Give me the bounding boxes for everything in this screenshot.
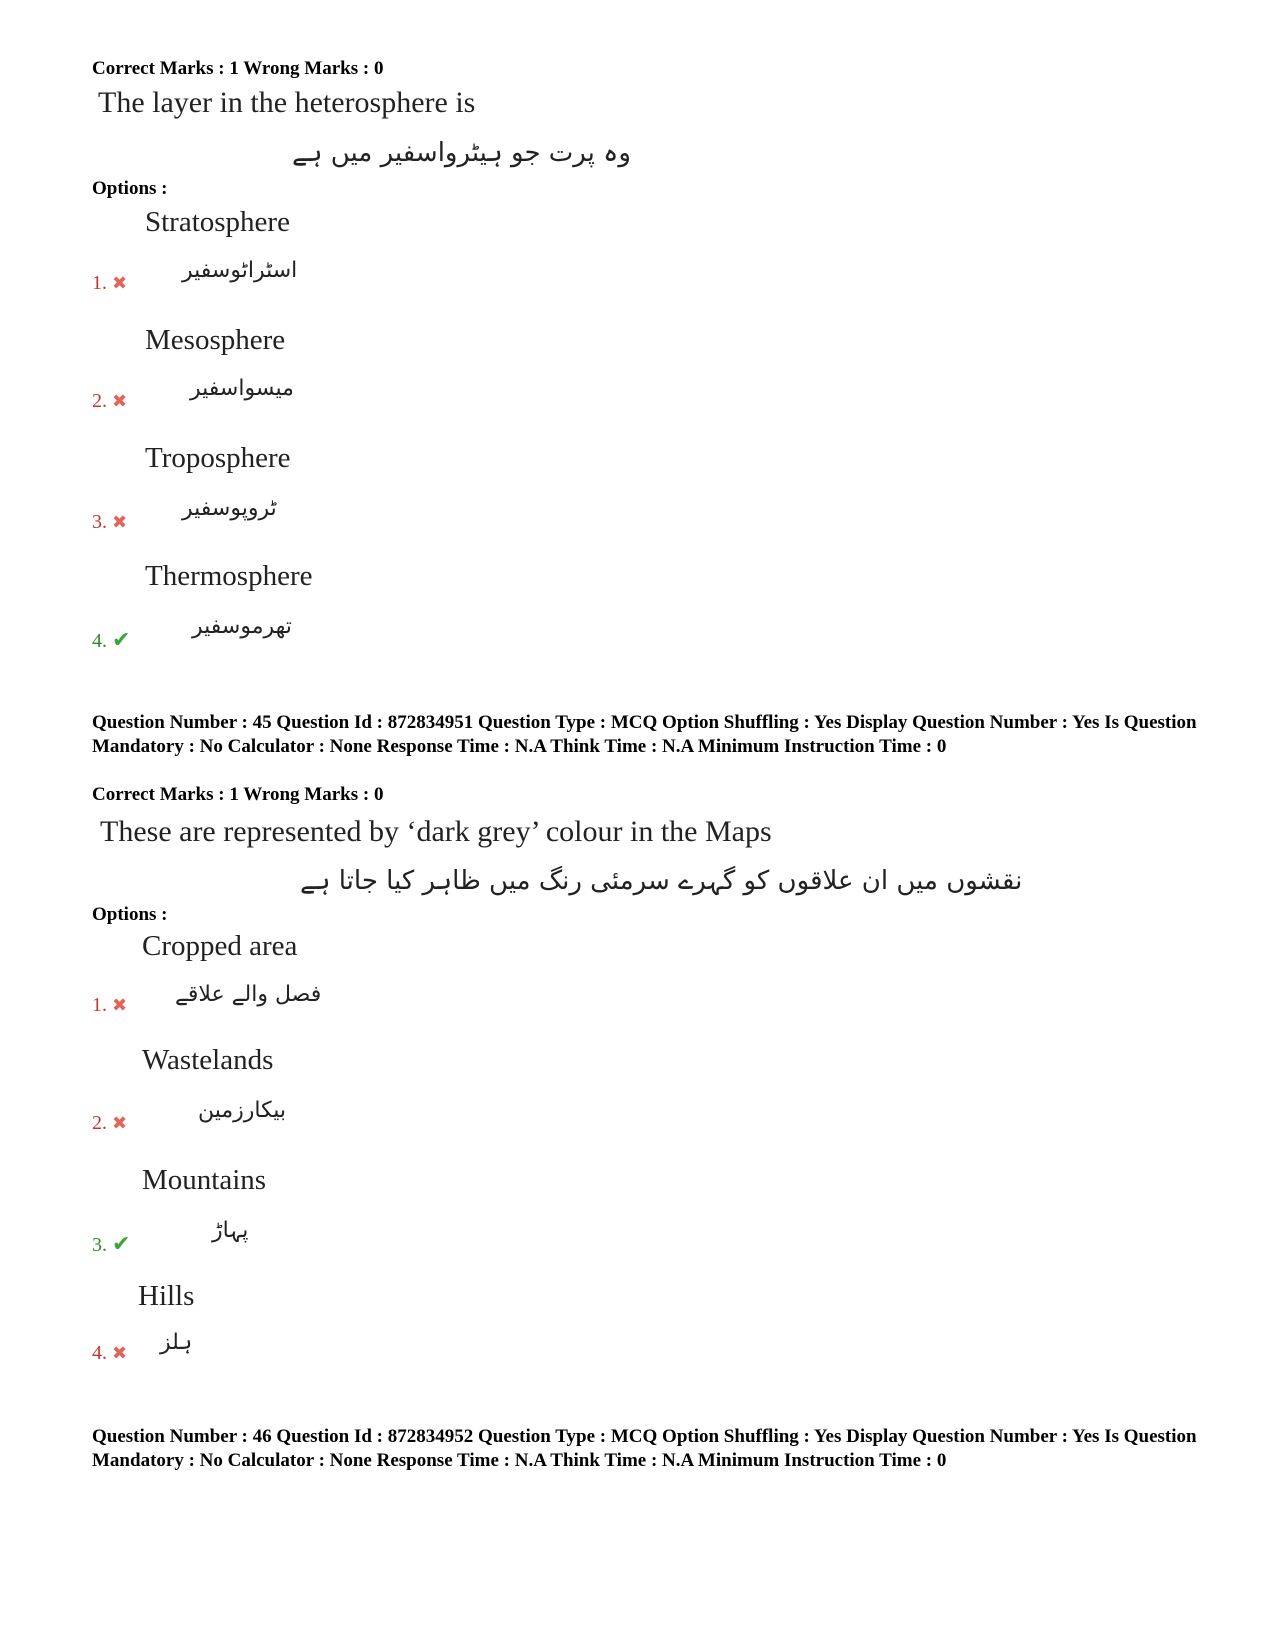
option-3-text-ur: ٹروپوسفیر xyxy=(182,496,277,521)
option-2-number: 2. ✖ xyxy=(92,1112,128,1134)
option-4-text-ur: ہلز xyxy=(160,1330,193,1355)
check-icon: ✔ xyxy=(112,1232,131,1257)
option-1-number: 1. ✖ xyxy=(92,994,128,1016)
option-2-text-ur: بیکارزمین xyxy=(198,1098,287,1123)
option-2-text-ur: میسواسفیر xyxy=(190,376,294,401)
option-4-text-en: Thermosphere xyxy=(145,560,313,592)
cross-icon: ✖ xyxy=(112,391,128,412)
option-1-text-ur: اسٹراٹوسفیر xyxy=(182,258,298,283)
option-3-text-en: Troposphere xyxy=(145,442,291,474)
option-4-number: 4. ✖ xyxy=(92,1342,128,1364)
option-3-number: 3. ✖ xyxy=(92,511,128,533)
question-text-ur: نقشوں میں ان علاقوں کو گہرے سرمئی رنگ میں ظاہر کیا جاتا ہے xyxy=(300,866,1023,896)
check-icon: ✔ xyxy=(112,628,131,653)
option-1-text-ur: فصل والے علاقے xyxy=(175,982,322,1007)
option-4-text-ur: تھرموسفیر xyxy=(192,614,292,639)
option-2-number: 2. ✖ xyxy=(92,390,128,412)
option-4-text-en: Hills xyxy=(138,1280,195,1312)
option-1-number: 1. ✖ xyxy=(92,272,128,294)
option-3-text-ur: پہاڑ xyxy=(212,1218,249,1243)
cross-icon: ✖ xyxy=(112,1343,128,1364)
option-2-text-en: Wastelands xyxy=(142,1044,274,1076)
options-label: Options : xyxy=(92,904,168,925)
question-meta: Question Number : 45 Question Id : 872834951 Question Type : MCQ Option Shuffling : Yes Display Question Number : Yes Is Question Mandatory : No Calculator : None Response Time : N.A Think Time : N.A Minimum Instruction Time : 0 xyxy=(92,712,1197,757)
marks-line: Correct Marks : 1 Wrong Marks : 0 xyxy=(92,784,384,805)
cross-icon: ✖ xyxy=(112,995,128,1016)
cross-icon: ✖ xyxy=(112,273,128,294)
option-1-text-en: Stratosphere xyxy=(145,206,290,238)
cross-icon: ✖ xyxy=(112,1113,128,1134)
option-1-text-en: Cropped area xyxy=(142,930,298,962)
question-text-en: These are represented by ‘dark grey’ colour in the Maps xyxy=(100,815,772,848)
option-3-number: 3. ✔ xyxy=(92,1232,131,1257)
option-2-text-en: Mesosphere xyxy=(145,324,286,356)
question-meta: Question Number : 46 Question Id : 872834952 Question Type : MCQ Option Shuffling : Yes Display Question Number : Yes Is Question Mandatory : No Calculator : None Response Time : N.A Think Time : N.A Minimum Instruction Time : 0 xyxy=(92,1426,1197,1471)
cross-icon: ✖ xyxy=(112,512,128,533)
options-label: Options : xyxy=(92,178,168,199)
question-text-ur: وہ پرت جو ہیٹرواسفیر میں ہے xyxy=(292,138,631,168)
option-3-text-en: Mountains xyxy=(142,1164,267,1196)
option-4-number: 4. ✔ xyxy=(92,628,131,653)
question-text-en: The layer in the heterosphere is xyxy=(98,86,476,119)
marks-line: Correct Marks : 1 Wrong Marks : 0 xyxy=(92,58,384,79)
